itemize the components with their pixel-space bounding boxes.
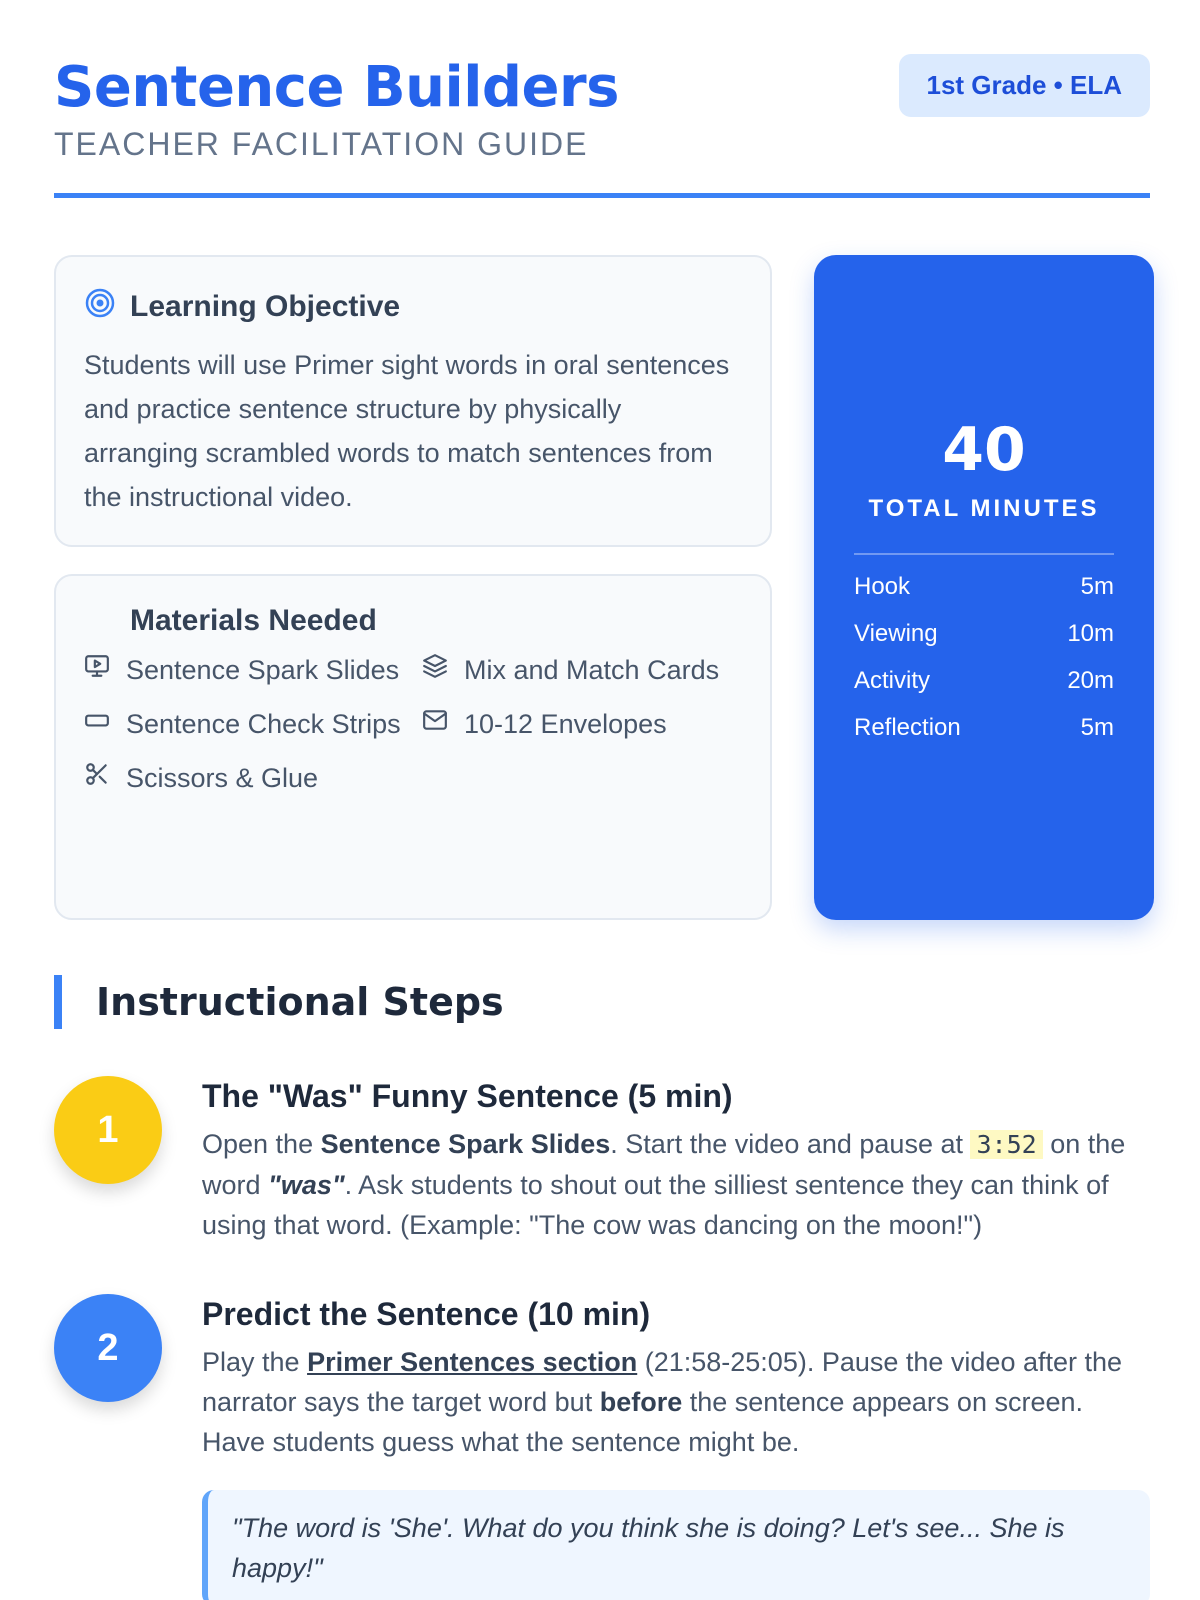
example-quote: "The word is 'She'. What do you think she is doing? Let's see... She is happy!" (202, 1490, 1150, 1600)
time-row-value: 20m (1067, 667, 1114, 694)
step-text-bold: before (599, 1387, 683, 1417)
time-row-name: Viewing (854, 620, 938, 647)
steps-heading: Instructional Steps (54, 975, 504, 1029)
learning-objective-card (54, 255, 772, 547)
step-body (202, 1294, 1150, 1600)
total-minutes-label: TOTAL MINUTES (868, 495, 1100, 522)
time-row-value: 5m (1080, 714, 1114, 741)
step-1 (54, 1076, 1150, 1245)
mail-icon (422, 704, 448, 744)
step-text-part: (21:58-25:05). Pause the video after the narrator says the target word but (202, 1347, 1123, 1417)
time-row-name: Reflection (854, 714, 961, 741)
step-text-bold-italic: "was" (268, 1170, 345, 1200)
time-summary-card (814, 255, 1154, 920)
material-label: 10-12 Envelopes (464, 709, 667, 739)
time-row (854, 713, 1114, 743)
time-row-value: 5m (1080, 573, 1114, 600)
step-text-part: Play the (202, 1347, 308, 1377)
strip-icon (84, 704, 110, 744)
material-item (84, 758, 422, 798)
material-label: Scissors & Glue (126, 763, 319, 793)
page-title: Sentence Builders (54, 55, 619, 120)
step-text-bold: Sentence Spark Slides (320, 1129, 611, 1159)
step-title: The "Was" Funny Sentence (5 min) (202, 1078, 733, 1114)
time-row-value: 10m (1067, 620, 1114, 647)
step-text-part: Open the (202, 1129, 321, 1159)
step-text-part: the sentence appears on screen. Have students guess what the sentence might be. (202, 1387, 1084, 1457)
materials-list (84, 650, 742, 798)
timestamp-code: 3:52 (970, 1130, 1042, 1159)
primer-sentences-link[interactable]: Primer Sentences section (307, 1347, 638, 1377)
time-row-name: Hook (854, 573, 911, 600)
objective-header (84, 287, 742, 327)
step-text-part: . Start the video and pause at (610, 1129, 971, 1159)
materials-heading: Materials Needed (130, 604, 377, 637)
material-item (84, 650, 422, 690)
time-row-name: Activity (854, 667, 931, 694)
scissors-icon (84, 758, 110, 798)
presentation-icon (84, 650, 110, 690)
objective-text: Students will use Primer sight words in oral sentences and practice sentence structure by physically arranging scrambled words to match sentences from the instructional video. (84, 350, 730, 512)
header-divider (54, 193, 1150, 198)
materials-card (54, 574, 772, 920)
material-label: Mix and Match Cards (464, 655, 720, 685)
step-body (202, 1076, 1150, 1245)
material-label: Sentence Check Strips (126, 709, 401, 739)
material-item (422, 704, 762, 744)
step-text-part: on the word (202, 1129, 1126, 1200)
objective-heading: Learning Objective (130, 290, 401, 323)
layers-icon (422, 650, 448, 690)
material-item (422, 650, 762, 690)
grade-badge: 1st Grade • ELA (899, 54, 1151, 117)
material-label: Sentence Spark Slides (126, 655, 400, 685)
step-number-badge: 2 (54, 1294, 162, 1402)
step-text-part: . Ask students to shout out the silliest sentence they can think of using that word. (Example: "The cow was dancing on the moon!") (202, 1170, 1109, 1240)
page-subtitle: TEACHER FACILITATION GUIDE (54, 126, 589, 162)
page-header (54, 52, 1150, 164)
step-2 (54, 1294, 1150, 1600)
material-item (84, 704, 422, 744)
time-divider (854, 553, 1114, 555)
time-row (854, 619, 1114, 649)
step-description (202, 1342, 1150, 1462)
step-description (202, 1124, 1150, 1245)
target-icon (84, 287, 116, 327)
time-row (854, 666, 1114, 696)
time-row (854, 572, 1114, 602)
step-number-badge: 1 (54, 1076, 162, 1184)
total-minutes-value: 40 (942, 415, 1026, 485)
step-title: Predict the Sentence (10 min) (202, 1296, 651, 1332)
